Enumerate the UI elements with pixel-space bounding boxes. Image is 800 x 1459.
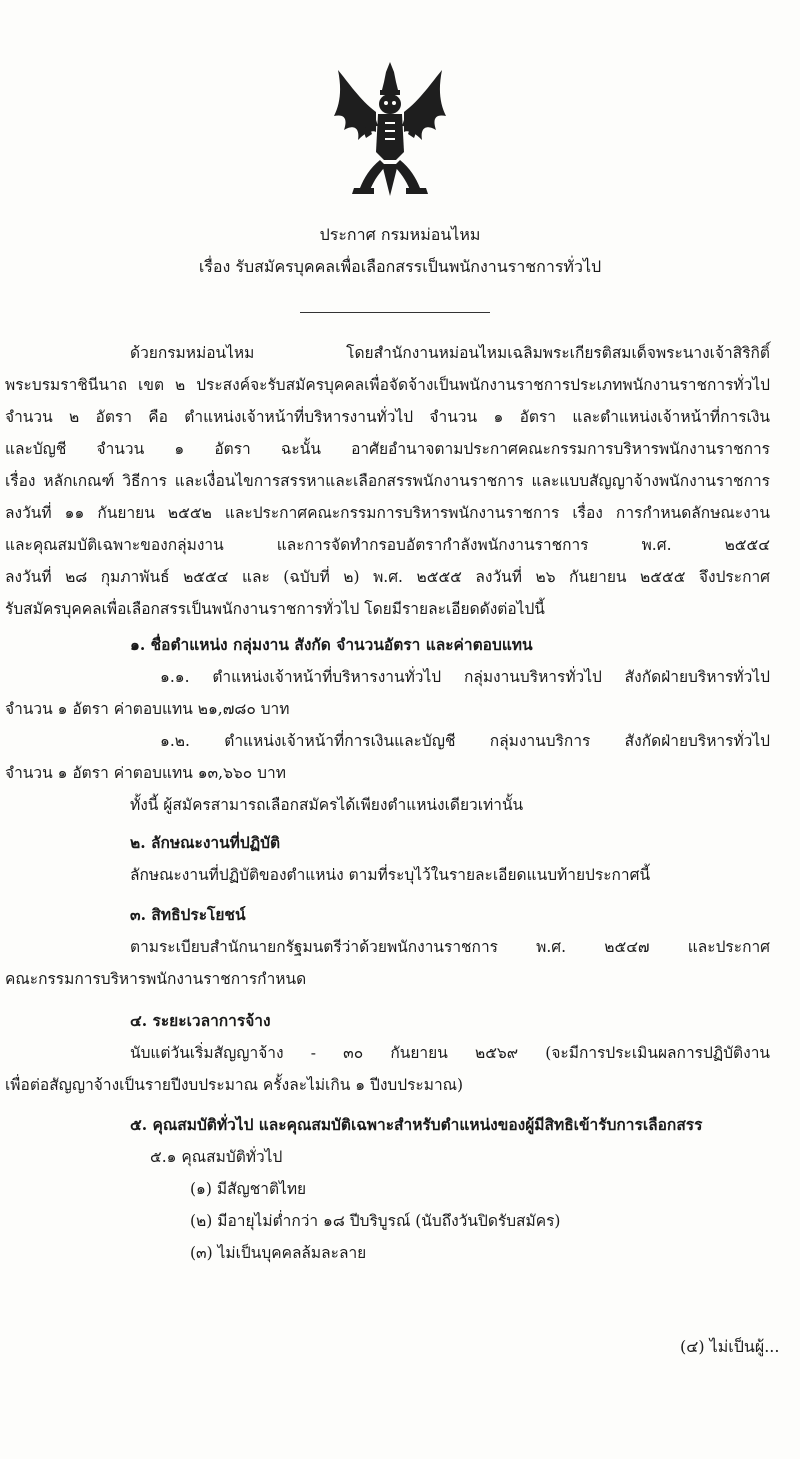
garuda-emblem (330, 60, 450, 202)
section-1-heading: ๑. ชื่อตำแหน่ง กลุ่มงาน สังกัด จำนวนอัตรา และค่าตอบแทน (130, 635, 533, 654)
section-3-body-cont: คณะกรรมการบริหารพนักงานราชการกำหนด (5, 970, 307, 988)
announcement-subject: เรื่อง รับสมัครบุคคลเพื่อเลือกสรรเป็นพนักงานราชการทั่วไป (198, 257, 602, 276)
qualification-item: (๒) มีอายุไม่ต่ำกว่า ๑๘ ปีบริบูรณ์ (นับถึงวันปิดรับสมัคร) (190, 1212, 561, 1230)
title-divider (300, 312, 490, 313)
section-1-item-1-rate: จำนวน ๑ อัตรา ค่าตอบแทน ๒๑,๗๘๐ บาท (5, 700, 290, 718)
qualification-item: (๓) ไม่เป็นบุคคลล้มละลาย (190, 1244, 367, 1262)
section-2-heading: ๒. ลักษณะงานที่ปฏิบัติ (130, 833, 281, 852)
section-3-heading: ๓. สิทธิประโยชน์ (130, 905, 246, 924)
section-4-body-cont: เพื่อต่อสัญญาจ้างเป็นรายปีงบประมาณ ครั้งละไม่เกิน ๑ ปีงบประมาณ) (5, 1076, 464, 1094)
section-5-subheading: ๕.๑ คุณสมบัติทั่วไป (150, 1148, 283, 1166)
intro-line: และบัญชี จำนวน ๑ อัตรา ฉะนั้น อาศัยอำนาจตามประกาศคณะกรรมการบริหารพนักงานราชการ (5, 440, 770, 458)
intro-line: และคุณสมบัติเฉพาะของกลุ่มงาน และการจัดทำกรอบอัตรากำลังพนักงานราชการ พ.ศ. ๒๕๕๔ (5, 536, 770, 554)
intro-line: รับสมัครบุคคลเพื่อเลือกสรรเป็นพนักงานราชการทั่วไป โดยมีรายละเอียดดังต่อไปนี้ (5, 600, 545, 618)
section-2-body: ลักษณะงานที่ปฏิบัติของตำแหน่ง ตามที่ระบุไว้ในรายละเอียดแนบท้ายประกาศนี้ (130, 866, 651, 884)
page-continuation: (๔) ไม่เป็นผู้... (680, 1337, 780, 1356)
section-5-heading: ๕. คุณสมบัติทั่วไป และคุณสมบัติเฉพาะสำหรับตำแหน่งของผู้มีสิทธิเข้ารับการเลือกสรร (130, 1115, 703, 1134)
intro-line: จำนวน ๒ อัตรา คือ ตำแหน่งเจ้าหน้าที่บริหารงานทั่วไป จำนวน ๑ อัตรา และตำแหน่งเจ้าหน้าที่การเงิน (5, 408, 770, 426)
section-4-body: นับแต่วันเริ่มสัญญาจ้าง - ๓๐ กันยายน ๒๕๖๙ (จะมีการประเมินผลการปฏิบัติงาน (130, 1044, 770, 1062)
section-1-item-2: ๑.๒. ตำแหน่งเจ้าหน้าที่การเงินและบัญชี กลุ่มงานบริการ สังกัดฝ่ายบริหารทั่วไป (160, 732, 770, 750)
section-4-heading: ๔. ระยะเวลาการจ้าง (130, 1011, 271, 1030)
qualification-item: (๑) มีสัญชาติไทย (190, 1180, 307, 1198)
section-3-body: ตามระเบียบสำนักนายกรัฐมนตรีว่าด้วยพนักงานราชการ พ.ศ. ๒๕๔๗ และประกาศ (130, 938, 770, 956)
intro-line: เรื่อง หลักเกณฑ์ วิธีการ และเงื่อนไขการสรรหาและเลือกสรรพนักงานราชการ และแบบสัญญาจ้างพนักงานราชการ (5, 472, 770, 490)
section-1-item-2-rate: จำนวน ๑ อัตรา ค่าตอบแทน ๑๓,๖๖๐ บาท (5, 764, 286, 782)
section-1-item-1: ๑.๑. ตำแหน่งเจ้าหน้าที่บริหารงานทั่วไป กลุ่มงานบริหารทั่วไป สังกัดฝ่ายบริหารทั่วไป (160, 668, 770, 686)
intro-line: พระบรมราชินีนาถ เขต ๒ ประสงค์จะรับสมัครบุคคลเพื่อจัดจ้างเป็นพนักงานราชการประเภทพนักงานราชการทั่วไป (5, 376, 770, 394)
intro-line: ลงวันที่ ๒๘ กุมภาพันธ์ ๒๕๕๔ และ (ฉบับที่ ๒) พ.ศ. ๒๕๕๕ ลงวันที่ ๒๖ กันยายน ๒๕๕๕ จึงประกาศ (5, 568, 770, 586)
intro-line: ลงวันที่ ๑๑ กันยายน ๒๕๕๒ และประกาศคณะกรรมการบริหารพนักงานราชการ เรื่อง การกำหนดลักษณะงาน (5, 504, 770, 522)
section-1-note: ทั้งนี้ ผู้สมัครสามารถเลือกสมัครได้เพียงตำแหน่งเดียวเท่านั้น (130, 796, 524, 814)
announcement-title: ประกาศ กรมหม่อนไหม (319, 225, 481, 244)
intro-line: ด้วยกรมหม่อนไหม โดยสำนักงานหม่อนไหมเฉลิมพระเกียรติสมเด็จพระนางเจ้าสิริกิติ์ (130, 344, 770, 362)
